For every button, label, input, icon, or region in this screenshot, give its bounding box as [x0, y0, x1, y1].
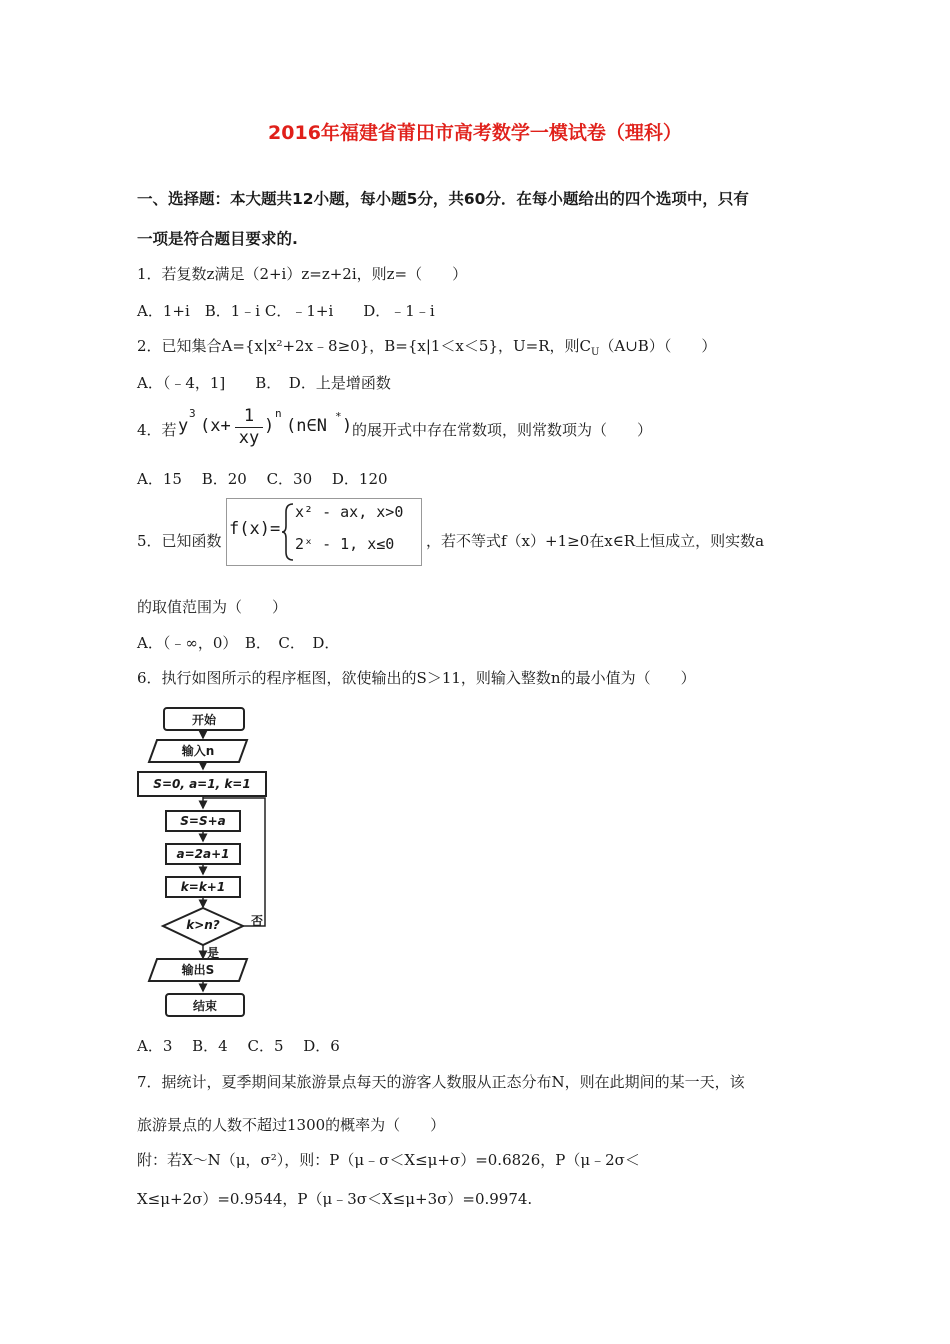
q7-line4: X≤μ+2σ）=0.9544，P（μ﹣3σ＜X≤μ+3σ）=0.9974. — [137, 1190, 533, 1208]
q4-formula-y: y — [178, 416, 189, 436]
q4-frac-num: 1 — [243, 406, 255, 426]
q6-stem: 6．执行如图所示的程序框图，欲使输出的S＞11，则输入整数n的最小值为（ ） — [137, 669, 696, 687]
flowchart-condition: k>n? — [186, 918, 220, 932]
q7-line1: 7．据统计，夏季期间某旅游景点每天的游客人数服从正态分布N，则在此期间的某一天，该 — [137, 1073, 745, 1091]
q5-case1: x² - ax, x>0 — [295, 503, 404, 521]
q4-formula-n: n — [275, 407, 282, 420]
flowchart-init: S=0, a=1, k=1 — [137, 771, 267, 797]
q2-stem-end: （A∪B）（ ） — [599, 337, 717, 355]
q5-left-brace — [281, 502, 295, 562]
section-heading-line2: 一项是符合题目要求的. — [137, 230, 298, 248]
q2-stem — [137, 335, 716, 358]
q4-formula-cond-end: ) — [342, 416, 353, 436]
flowchart — [135, 700, 285, 1020]
flowchart-yes-label: 是 — [207, 946, 220, 960]
q5-piecewise-formula — [226, 498, 422, 566]
q4-frac-den: xy — [238, 428, 260, 448]
q4-formula-star: * — [335, 410, 342, 423]
q2-options: A．（﹣4，1] B． D．上是增函数 — [137, 374, 391, 392]
flowchart-no-label: 否 — [251, 914, 264, 928]
q5-line2: 的取值范围为（ ） — [137, 598, 288, 616]
section-heading-line1: 一、选择题：本大题共12小题，每小题5分，共60分．在每小题给出的四个选项中，只有 — [137, 190, 749, 208]
q1-stem: 1．若复数z满足（2+i）z=z+2i，则z=（ ） — [137, 265, 468, 283]
q1-options: A．1+i B．1﹣i C．﹣1+i D．﹣1﹣i — [137, 302, 435, 320]
flowchart-end: 结束 — [165, 993, 245, 1017]
q5-prefix: 5．已知函数 — [137, 532, 222, 550]
q6-options: A．3 B．4 C．5 D．6 — [137, 1037, 340, 1055]
flowchart-step-a: a=2a+1 — [165, 843, 241, 865]
q4-options: A．15 B．20 C．30 D．120 — [137, 470, 388, 488]
q4-formula-open: (x+ — [200, 416, 231, 436]
q4-formula-cond: (n∈N — [286, 416, 327, 436]
q2-stem-subscript: U — [590, 347, 600, 358]
q4-suffix: 的展开式中存在常数项，则常数项为（ ） — [352, 421, 653, 439]
q4-formula-close: ) — [264, 416, 275, 436]
flowchart-step-k: k=k+1 — [165, 876, 241, 898]
q5-fx: f(x)= — [229, 519, 281, 539]
q2-stem-text: 2．已知集合A={x|x²+2x﹣8≥0}，B={x|1＜x＜5}，U=R，则C — [137, 337, 591, 355]
q7-line2: 旅游景点的人数不超过1300的概率为（ ） — [137, 1116, 446, 1134]
q5-options: A．（﹣∞，0） B． C． D． — [137, 634, 340, 652]
q5-suffix: ，若不等式f（x）+1≥0在x∈R上恒成立，则实数a — [426, 532, 765, 550]
q4-prefix: 4．若 — [137, 421, 177, 439]
q7-line3: 附：若X～N（μ，σ²），则：P（μ﹣σ＜X≤μ+σ）=0.6826，P（μ﹣2σ＜ — [137, 1151, 640, 1169]
flowchart-output: 输出S — [181, 963, 215, 977]
q4-formula-exp3: 3 — [189, 407, 196, 420]
page-title: 2016年福建省莆田市高考数学一模试卷（理科） — [268, 122, 682, 144]
flowchart-step-sum: S=S+a — [165, 810, 241, 832]
flowchart-start: 开始 — [163, 707, 245, 731]
flowchart-input: 输入n — [181, 744, 215, 758]
q5-case2: 2ˣ - 1, x≤0 — [295, 535, 395, 553]
